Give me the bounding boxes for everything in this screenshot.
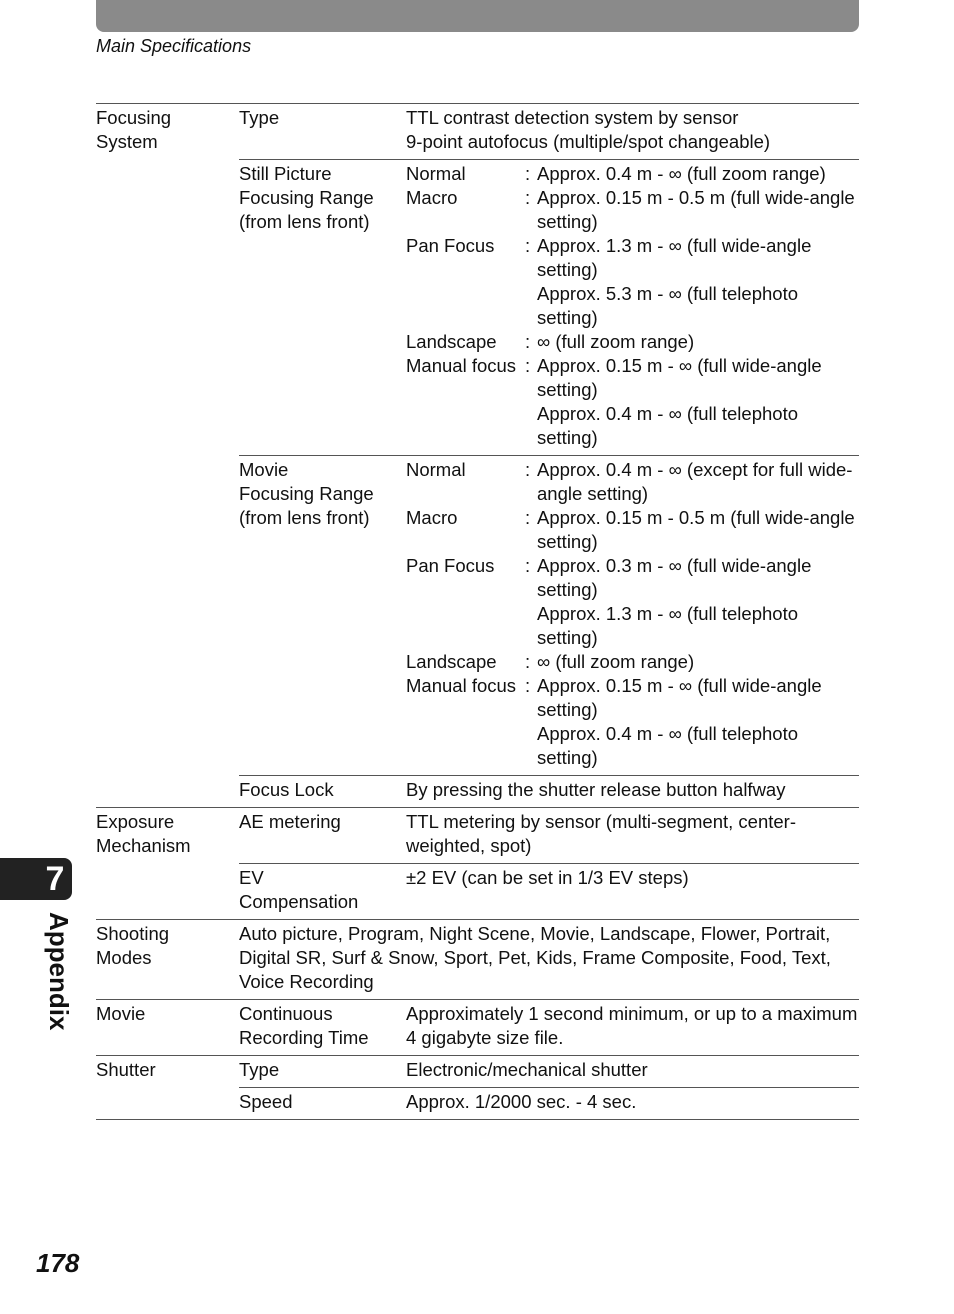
- sub-row-ev: [239, 863, 859, 919]
- focus-mode-range: Approx. 0.4 m - ∞ (full zoom range): [537, 163, 826, 184]
- sub-row-type: [239, 104, 859, 159]
- spec-row-movie: [96, 999, 859, 1055]
- focus-mode-name: Macro: [406, 187, 458, 208]
- chapter-side-label: [36, 912, 76, 1032]
- focus-mode-range: Approx. 5.3 m - ∞ (full telephoto setting): [537, 283, 799, 328]
- focus-mode-range: Approx. 0.15 m - 0.5 m (full wide-angle setting): [537, 507, 855, 552]
- spec-row-focusing: [96, 103, 859, 807]
- focus-mode-row: [406, 722, 859, 770]
- focus-mode-name: Normal: [406, 459, 466, 480]
- colon-separator: :: [525, 355, 531, 376]
- value-text: TTL metering by sensor (multi-segment, center-weighted, spot): [406, 811, 796, 856]
- focus-mode-row: [406, 234, 859, 282]
- chapter-number: 7: [45, 860, 65, 898]
- focus-mode-range: ∞ (full zoom range): [537, 331, 695, 352]
- colon-separator: :: [525, 675, 531, 696]
- value-text: TTL contrast detection system by sensor: [406, 107, 739, 128]
- sub-row-recording-time: [239, 1000, 859, 1055]
- focus-mode-row: [406, 602, 859, 650]
- focus-mode-range: Approx. 1.3 m - ∞ (full wide-angle setting): [537, 235, 812, 280]
- colon-separator: :: [525, 555, 531, 576]
- sub-label: EV Compensation: [239, 867, 359, 912]
- spec-row-exposure: [96, 807, 859, 919]
- sub-row-shutter-type: [239, 1056, 859, 1087]
- colon-separator: :: [525, 163, 531, 184]
- header-bar: [96, 0, 859, 32]
- focus-mode-row: [406, 162, 859, 186]
- value-text: Electronic/mechanical shutter: [406, 1059, 648, 1080]
- focus-mode-row: [406, 330, 859, 354]
- focus-mode-name: Pan Focus: [406, 235, 495, 256]
- sub-label: Continuous Recording Time: [239, 1003, 369, 1048]
- focus-mode-range: Approx. 0.3 m - ∞ (full wide-angle setting): [537, 555, 812, 600]
- focus-mode-name: Macro: [406, 507, 458, 528]
- category-label: Shooting Modes: [96, 923, 170, 968]
- focus-mode-range: Approx. 0.4 m - ∞ (full telephoto setting): [537, 723, 799, 768]
- focus-mode-row: [406, 458, 859, 506]
- sub-row-movie-range: [239, 455, 859, 775]
- colon-separator: :: [525, 235, 531, 256]
- focus-mode-row: [406, 506, 859, 554]
- chapter-label: Appendix: [44, 912, 74, 1031]
- focus-mode-name: Landscape: [406, 331, 497, 352]
- focus-mode-name: Pan Focus: [406, 555, 495, 576]
- focus-mode-range: Approx. 0.15 m - ∞ (full wide-angle setting): [537, 675, 822, 720]
- spec-table: [96, 103, 859, 1120]
- spec-row-shooting: [96, 919, 859, 999]
- sub-label: Still Picture Focusing Range (from lens front): [239, 163, 374, 232]
- value-text: ±2 EV (can be set in 1/3 EV steps): [406, 867, 689, 888]
- sub-row-shutter-speed: [239, 1087, 859, 1119]
- focus-mode-row: [406, 186, 859, 234]
- colon-separator: :: [525, 507, 531, 528]
- focus-mode-name: Landscape: [406, 651, 497, 672]
- category-label: Shutter: [96, 1059, 156, 1080]
- category-label: Focusing System: [96, 107, 172, 152]
- sub-label: AE metering: [239, 811, 341, 832]
- value-text: Approximately 1 second minimum, or up to a maximum 4 gigabyte size file.: [406, 1003, 858, 1048]
- sub-row-focus-lock: [239, 775, 859, 807]
- sub-label: Movie Focusing Range (from lens front): [239, 459, 374, 528]
- chapter-tab: [0, 858, 72, 900]
- focus-mode-range: ∞ (full zoom range): [537, 651, 695, 672]
- value-text: Approx. 1/2000 sec. - 4 sec.: [406, 1091, 637, 1112]
- focus-mode-row: [406, 674, 859, 722]
- value-text: Auto picture, Program, Night Scene, Movie, Landscape, Flower, Portrait, Digital SR, Surf & Snow, Sport, Pet, Kids, Frame Composite, Food, Text, Voice Recording: [239, 923, 831, 992]
- focus-mode-row: [406, 650, 859, 674]
- page-header-title: Main Specifications: [96, 36, 252, 56]
- category-label: Exposure Mechanism: [96, 811, 191, 856]
- value-text: By pressing the shutter release button halfway: [406, 779, 786, 800]
- sub-label: Focus Lock: [239, 779, 334, 800]
- sub-label: Type: [239, 1059, 280, 1080]
- focus-mode-name: Manual focus: [406, 675, 517, 696]
- focus-mode-row: [406, 354, 859, 402]
- sub-row-ae: [239, 808, 859, 863]
- sub-label: Type: [239, 107, 280, 128]
- page-number: 178: [36, 1248, 80, 1278]
- focus-mode-row: [406, 554, 859, 602]
- colon-separator: :: [525, 651, 531, 672]
- focus-mode-name: Normal: [406, 163, 466, 184]
- category-label: Movie: [96, 1003, 146, 1024]
- mode-list: [406, 162, 859, 450]
- mode-list: [406, 458, 859, 770]
- sub-row-still-range: [239, 159, 859, 455]
- focus-mode-range: Approx. 1.3 m - ∞ (full telephoto setting): [537, 603, 799, 648]
- sub-label: Speed: [239, 1091, 293, 1112]
- focus-mode-row: [406, 402, 859, 450]
- value-text: 9-point autofocus (multiple/spot changeable): [406, 131, 771, 152]
- focus-mode-range: Approx. 0.4 m - ∞ (full telephoto setting): [537, 403, 799, 448]
- colon-separator: :: [525, 331, 531, 352]
- colon-separator: :: [525, 187, 531, 208]
- focus-mode-range: Approx. 0.15 m - ∞ (full wide-angle setting): [537, 355, 822, 400]
- colon-separator: :: [525, 459, 531, 480]
- focus-mode-range: Approx. 0.4 m - ∞ (except for full wide-angle setting): [537, 459, 853, 504]
- focus-mode-row: [406, 282, 859, 330]
- focus-mode-name: Manual focus: [406, 355, 517, 376]
- focus-mode-range: Approx. 0.15 m - 0.5 m (full wide-angle setting): [537, 187, 855, 232]
- spec-row-shutter: [96, 1055, 859, 1120]
